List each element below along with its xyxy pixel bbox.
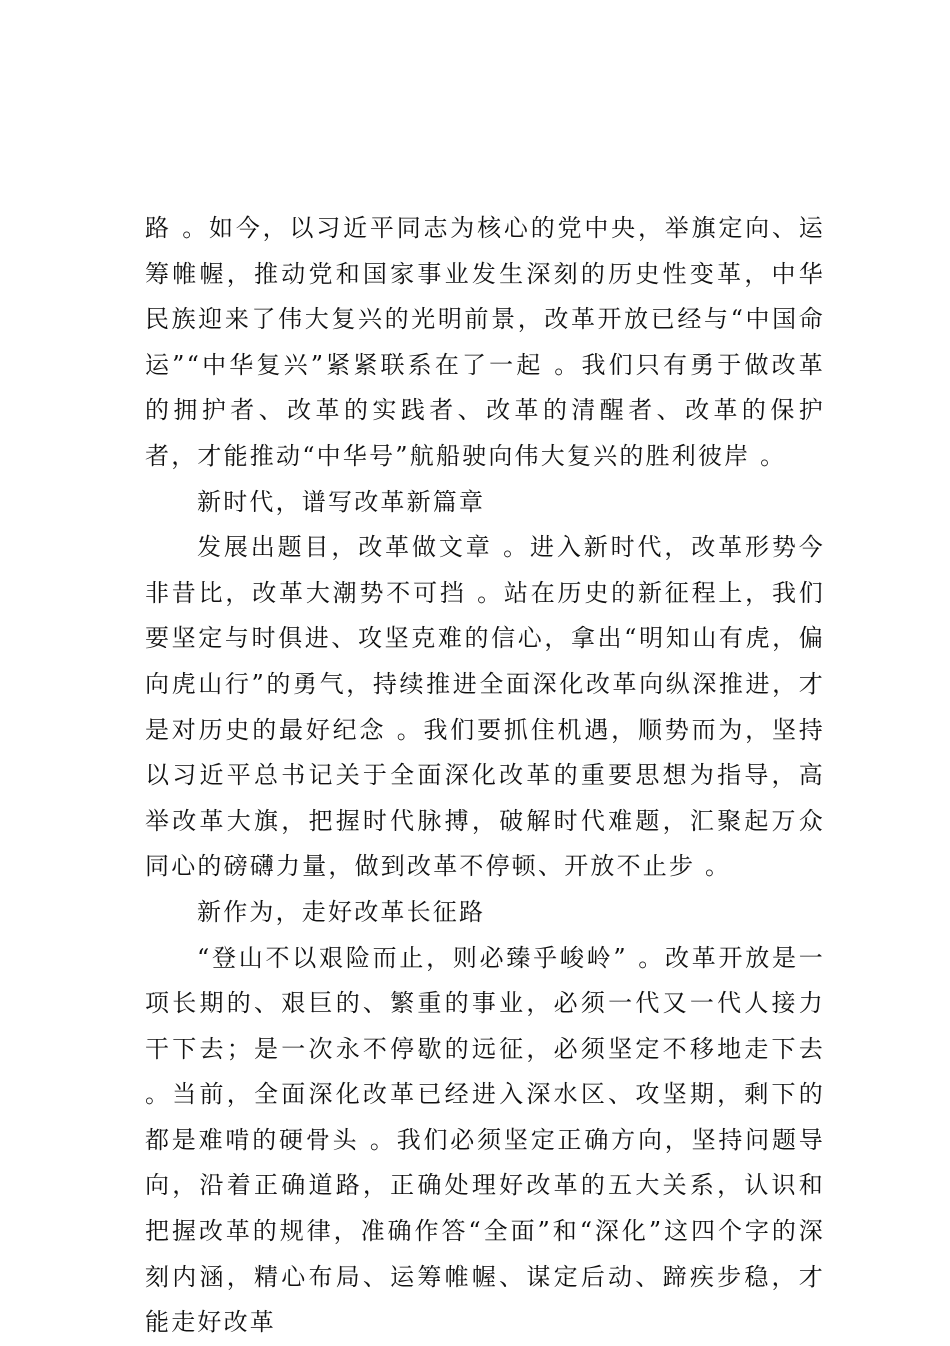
paragraph-1: 路 。如今，以习近平同志为核心的党中央，举旗定向、运筹帷幄，推动党和国家事业发生深刻的历史性变革，中华民族迎来了伟大复兴的光明前景，改革开放已经与“中国命运”“中华复兴”紧紧联系在了一起 。我们只有勇于做改革的拥护者、改革的实践者、改革的清醒者、改革的保护者，才能推动“中华号”航船驶向伟大复兴的胜利彼岸 。 — [145, 214, 825, 470]
section-heading-new-action: 新作为，走好改革长征路 — [197, 897, 486, 926]
paragraph-2: 发展出题目，改革做文章 。进入新时代，改革形势今非昔比，改革大潮势不可挡 。站在历史的新征程上，我们要坚定与时俱进、攻坚克难的信心，拿出“明知山有虎，偏向虎山行”的勇气，持续推进全面深化改革向纵深推进，才是对历史的最好纪念 。我们要抓住机遇，顺势而为，坚持以习近平总书记关于全面深化改革的重要思想为指导，高举改革大旗，把握时代脉搏，破解时代难题，汇聚起万众同心的磅礴力量，做到改革不停顿、开放不止步 。 — [145, 533, 825, 881]
section-heading-new-era: 新时代，谱写改革新篇章 — [197, 487, 486, 516]
paragraph-3: “登山不以艰险而止，则必臻乎峻岭” 。改革开放是一项长期的、艰巨的、繁重的事业，必须一代又一代人接力干下去；是一次永不停歇的远征，必须坚定不移地走下去 。当前，全面深化改革已经进入深水区、攻坚期，剩下的都是难啃的硬骨头 。我们必须坚定正确方向，坚持问题导向，沿着正确道路，正确处理好改革的五大关系，认识和把握改革的规律，准确作答“全面”和“深化”这四个字的深刻内涵，精心布局、运筹帷幄、谋定后动、蹄疾步稳，才能走好改革 — [145, 943, 825, 1337]
document-body — [145, 206, 825, 1346]
